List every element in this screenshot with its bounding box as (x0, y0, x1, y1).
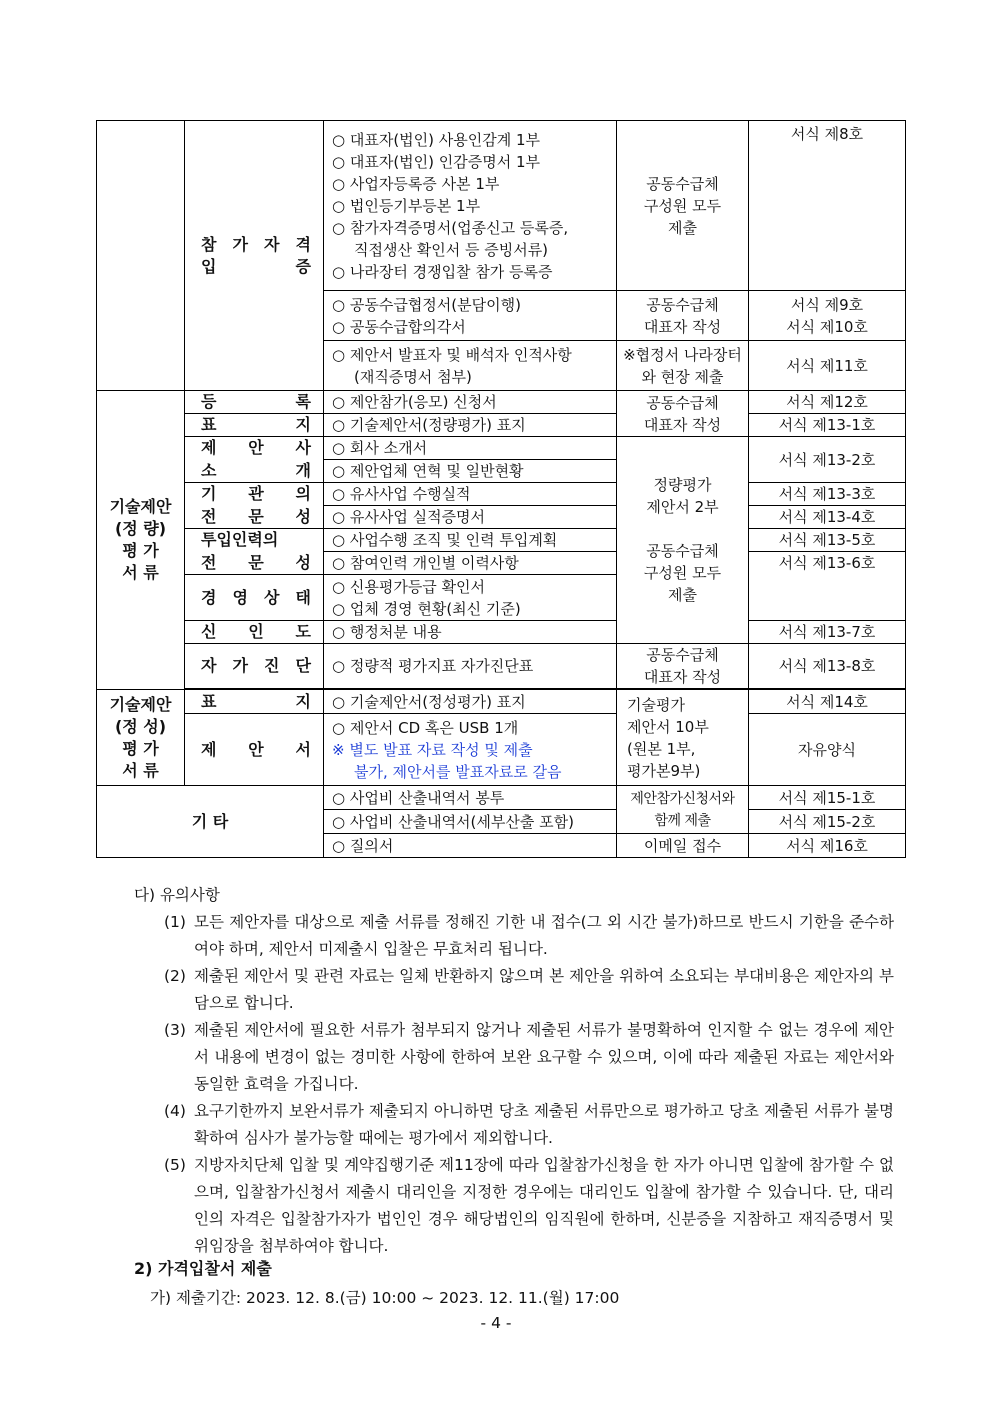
form-cell: 서식 제13-3호 (749, 483, 906, 506)
note-paragraph (134, 909, 894, 963)
form-cell: 서식 제14호 (749, 690, 906, 714)
items-cell: ○ 유사사업 실적증명서 (324, 506, 617, 529)
category-label: 참 가 자 격 (201, 234, 311, 254)
category-cell: 소 개 (185, 460, 324, 483)
note-body: 지방자치단체 입찰 및 계약집행기준 제11장에 따라 입찰참가신청을 한 자가 아니면 입찰에 참가할 수 없으며, 입찰참가신청서 제출시 대리인을 지정한 경우에는 대리인도 입찰에 참가할 수 있습니다. 단, 대리인의 자격은 입찰참가자가 법인인 경우 해당법인의 임직원에 한하며, 신분증을 지참하고 재직증명서 및 위임장을 첨부하여야 합니다. (194, 1156, 894, 1255)
note-number: (3) (164, 1021, 186, 1039)
note-text: 제출 (668, 218, 697, 237)
note-text: 구성원 모두 (643, 564, 722, 582)
group-label: 평 가 (122, 738, 159, 758)
table-row (97, 621, 906, 644)
item-text: 직접생산 확인서 등 증빙서류) (354, 240, 549, 259)
form-cell: 서식 제13-8호 (749, 644, 906, 689)
note-paragraph (134, 1152, 894, 1260)
note-cell (617, 644, 749, 689)
notes-heading: 다) 유의사항 (134, 886, 220, 904)
submission-period: 가) 제출기간: 2023. 12. 8.(금) 10:00 ~ 2023. 12. 11.(월) 17:00 (150, 1289, 620, 1307)
table-row (97, 690, 906, 714)
note-text: 구성원 모두 (643, 196, 722, 215)
items-cell: ○ 사업수행 조직 및 인력 투입계획 (324, 529, 617, 552)
item-text: ○ 공동수급협정서(분담이행) (332, 295, 521, 314)
table-row (97, 714, 906, 786)
item-text: ○ 업체 경영 현황(최신 기준) (332, 599, 521, 618)
note-body: 제출된 제안서 및 관련 자료는 일체 반환하지 않으며 본 제안을 위하여 소요되는 부대비용은 제안자의 부담으로 합니다. (194, 967, 894, 1012)
note-text: 대표자 작성 (643, 668, 722, 686)
note-cell (617, 121, 749, 291)
note-text: ※협정서 나라장터 (623, 345, 742, 364)
category-cell: 기 관 의 (185, 483, 324, 506)
table-row (97, 506, 906, 529)
item-text: ○ 신용평가등급 확인서 (332, 577, 486, 596)
note-body: 요구기한까지 보완서류가 제출되지 아니하면 당초 제출된 서류만으로 평가하고 당초 제출된 서류가 불명확하여 심사가 불가능할 때에는 평가에서 제외합니다. (194, 1102, 894, 1147)
category-cell: 자 가 진 단 (185, 644, 324, 689)
items-cell: ○ 행정처분 내용 (324, 621, 617, 644)
item-text: ○ 대표자(법인) 사용인감계 1부 (332, 130, 541, 149)
form-cell: 서식 제13-4호 (749, 506, 906, 529)
category-label: 입 증 (201, 256, 311, 276)
form-cell: 서식 제13-6호 (749, 552, 906, 621)
form-text: 서식 제9호 (790, 295, 864, 314)
table-row (97, 644, 906, 689)
category-cell: 투입인력의 (185, 529, 324, 552)
items-cell: ○ 질의서 (324, 834, 617, 858)
form-cell: 서식 제16호 (749, 834, 906, 858)
form-cell: 서식 제8호 (749, 121, 906, 291)
form-cell: 서식 제12호 (749, 391, 906, 414)
items-cell (324, 291, 617, 341)
form-cell: 서식 제11호 (749, 341, 906, 391)
items-cell: ○ 기술제안서(정량평가) 표지 (324, 414, 617, 437)
group-cell (97, 391, 185, 690)
group-cell (97, 690, 185, 786)
form-cell: 서식 제13-2호 (749, 437, 906, 483)
note-text: 공동수급체 (646, 174, 719, 193)
form-cell: 서식 제15-1호 (749, 786, 906, 810)
note-text: (원본 1부, (627, 739, 696, 758)
item-text: ○ 대표자(법인) 인감증명서 1부 (332, 152, 541, 171)
items-cell: ○ 참여인력 개인별 이력사항 (324, 552, 617, 575)
group-label: 기술제안 (109, 694, 172, 714)
items-cell: ○ 사업비 산출내역서(세부산출 포함) (324, 810, 617, 834)
note-text: 대표자 작성 (643, 317, 722, 336)
group-label: (정 량) (114, 519, 167, 538)
form-cell: 서식 제13-5호 (749, 529, 906, 552)
note-number: (2) (164, 967, 186, 985)
items-cell: ○ 회사 소개서 (324, 437, 617, 460)
note-paragraph (134, 1098, 894, 1152)
item-text: ○ 제안서 CD 혹은 USB 1개 (332, 718, 519, 737)
note-text: 와 현장 제출 (641, 367, 724, 386)
table-row (97, 786, 906, 810)
table-row (97, 121, 906, 291)
note-cell (617, 341, 749, 391)
item-text: ○ 공동수급합의각서 (332, 317, 466, 336)
category-cell: 기 타 (97, 786, 324, 858)
note-text: 정량평가 (653, 476, 712, 494)
group-label: (정 성) (114, 716, 167, 736)
note-text: 평가본9부) (627, 761, 701, 780)
note-text: 공동수급체 (646, 542, 719, 560)
note-cell (617, 291, 749, 341)
table-row (97, 414, 906, 437)
note-cell (617, 690, 749, 786)
items-cell: ○ 제안참가(응모) 신청서 (324, 391, 617, 414)
note-number: (1) (164, 913, 186, 931)
note-spacer (619, 518, 746, 540)
note-text: 대표자 작성 (643, 415, 722, 434)
item-text: ○ 법인등기부등본 1부 (332, 196, 481, 215)
form-cell: 자유양식 (749, 714, 906, 786)
category-cell: 제 안 사 (185, 437, 324, 460)
document-table (96, 120, 906, 858)
group-label: 기술제안 (109, 497, 172, 516)
form-cell: 서식 제13-1호 (749, 414, 906, 437)
category-cell: 신 인 도 (185, 621, 324, 644)
group-label: 서 류 (122, 760, 159, 780)
note-number: (5) (164, 1156, 186, 1174)
note-text: 기술평가 (627, 695, 685, 714)
table-row (97, 529, 906, 552)
category-cell: 전 문 성 (185, 506, 324, 529)
items-cell: ○ 기술제안서(정성평가) 표지 (324, 690, 617, 714)
note-cell: 이메일 접수 (617, 834, 749, 858)
item-text: ○ 참가자격증명서(업종신고 등록증, (332, 218, 569, 237)
group-label: 서 류 (122, 563, 159, 582)
form-cell (749, 291, 906, 341)
group-label: 평 가 (122, 541, 159, 560)
note-body: 모든 제안자를 대상으로 제출 서류를 정해진 기한 내 접수(그 외 시간 불가)하므로 반드시 기한을 준수하여야 하며, 제안서 미제출시 입찰은 무효처리 됩니다. (194, 913, 894, 958)
section-heading: 2) 가격입찰서 제출 (134, 1259, 272, 1278)
note-number: (4) (164, 1102, 186, 1120)
item-text: ○ 제안서 발표자 및 배석자 인적사항 (332, 345, 572, 364)
note-paragraph (134, 963, 894, 1017)
page-number: - 4 - (480, 1314, 512, 1332)
items-cell (324, 121, 617, 291)
form-text: 서식 제10호 (786, 317, 868, 336)
items-cell: ○ 유사사업 수행실적 (324, 483, 617, 506)
note-text: 제출 (668, 586, 697, 604)
note-body: 제출된 제안서에 필요한 서류가 첨부되지 않거나 제출된 서류가 불명확하여 인지할 수 없는 경우에 제안서 내용에 변경이 없는 경미한 사항에 한하여 보완 요구할 수 있으며, 이에 따라 제출된 자료는 제안서와 동일한 효력을 가집니다. (194, 1021, 894, 1093)
note-cell (617, 437, 749, 644)
note-cell (617, 786, 749, 834)
items-cell (324, 575, 617, 621)
category-cell: 경 영 상 태 (185, 575, 324, 621)
note-text: 공동수급체 (646, 393, 719, 412)
note-text: 함께 제출 (654, 812, 711, 829)
table-row (97, 483, 906, 506)
note-text: 공동수급체 (646, 646, 719, 664)
note-text: 제안참가신청서와 (630, 790, 735, 807)
items-cell (324, 341, 617, 391)
category-cell: 전 문 성 (185, 552, 324, 575)
group-cell-empty (97, 121, 185, 391)
category-cell: 표 지 (185, 690, 324, 714)
table-row (97, 552, 906, 575)
form-cell: 서식 제13-7호 (749, 621, 906, 644)
item-text: ○ 나라장터 경쟁입찰 참가 등록증 (332, 262, 553, 281)
item-text: (재직증명서 첨부) (354, 367, 472, 386)
note-text: 제안서 10부 (627, 717, 709, 736)
notes-section (134, 882, 894, 1260)
note-cell (617, 391, 749, 437)
item-text: ○ 사업자등록증 사본 1부 (332, 174, 500, 193)
category-cell: 등 록 (185, 391, 324, 414)
category-cell: 제 안 서 (185, 714, 324, 786)
table-row (97, 437, 906, 460)
category-cell: 표 지 (185, 414, 324, 437)
items-cell: ○ 제안업체 연혁 및 일반현황 (324, 460, 617, 483)
note-paragraph (134, 1017, 894, 1098)
note-text: 공동수급체 (646, 295, 719, 314)
notice-text: 불가, 제안서를 발표자료로 갈음 (354, 762, 562, 781)
table-row (97, 391, 906, 414)
notice-text: ※ 별도 발표 자료 작성 및 제출 (332, 740, 533, 759)
form-cell: 서식 제15-2호 (749, 810, 906, 834)
category-cell (185, 121, 324, 391)
items-cell: ○ 정량적 평가지표 자가진단표 (324, 644, 617, 689)
items-cell (324, 714, 617, 786)
items-cell: ○ 사업비 산출내역서 봉투 (324, 786, 617, 810)
note-text: 제안서 2부 (646, 498, 719, 516)
